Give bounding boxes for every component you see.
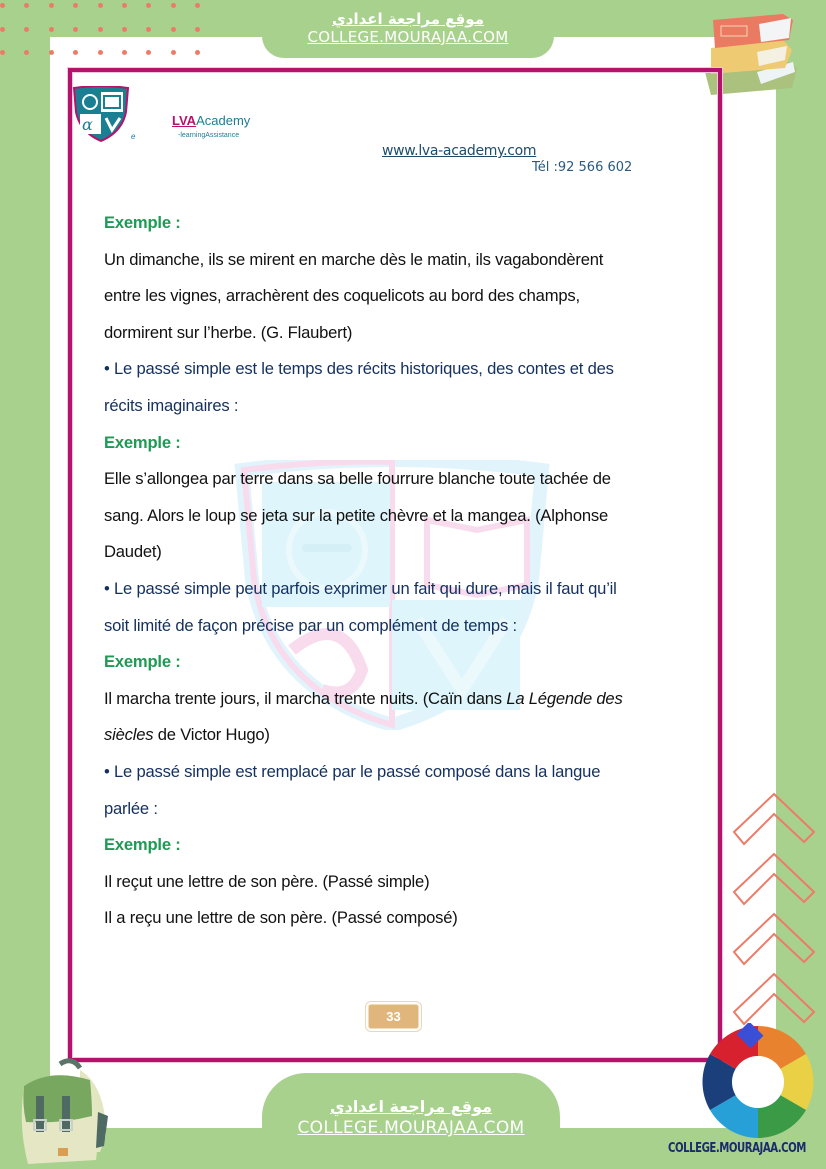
decorative-dot — [98, 3, 103, 8]
example-text: Elle s’allongea par terre dans sa belle fourrure blanche toute tachée de — [104, 469, 611, 489]
rule-text: • Le passé simple peut parfois exprimer un fait qui dure, mais il faut qu’il — [104, 578, 617, 598]
rule-text: soit limité de façon précise par un complément de temps : — [104, 615, 517, 635]
decorative-dot — [0, 50, 5, 55]
decorative-dot — [49, 3, 54, 8]
example-text: Un dimanche, ils se mirent en marche dès le matin, ils vagabondèrent — [104, 249, 604, 269]
decorative-dot — [171, 27, 176, 32]
example-text — [104, 717, 684, 754]
lva-academy-shield-logo — [72, 86, 130, 142]
decorative-dot — [73, 50, 78, 55]
brand-name-bold: LVA — [172, 113, 197, 128]
wheel-site-label[interactable]: COLLEGE.MOURAJAA.COM — [668, 1141, 806, 1156]
example-text — [104, 681, 684, 718]
example-text: dormirent sur l’herbe. (G. Flaubert) — [104, 322, 353, 342]
decorative-dot — [122, 3, 127, 8]
decorative-dot — [98, 27, 103, 32]
lesson-content — [104, 205, 684, 937]
rule-text: • Le passé simple est remplacé par le passé composé dans la langue — [104, 761, 601, 781]
decorative-dot — [0, 3, 5, 8]
decorative-dot — [73, 3, 78, 8]
footer-tab — [262, 1073, 560, 1169]
example-text: Il a reçu une lettre de son père. (Passé composé) — [104, 908, 458, 928]
example-text-part: de Victor Hugo) — [153, 725, 270, 745]
backpack-icon — [10, 1056, 110, 1166]
footer-site-link[interactable]: COLLEGE.MOURAJAA.COM — [297, 1118, 525, 1138]
decorative-dots — [0, 0, 200, 60]
decorative-dot — [0, 27, 5, 32]
decorative-dot — [146, 3, 151, 8]
decorative-dot — [24, 50, 29, 55]
decorative-dot — [171, 3, 176, 8]
example-text: Il reçut une lettre de son père. (Passé simple) — [104, 871, 430, 891]
decorative-dot — [171, 50, 176, 55]
decorative-dot — [24, 27, 29, 32]
svg-text:α: α — [82, 115, 93, 134]
footer-arabic-title[interactable]: موقع مراجعة اعدادي — [329, 1097, 493, 1116]
decorative-dot — [49, 27, 54, 32]
header-site-link[interactable]: COLLEGE.MOURAJAA.COM — [307, 28, 509, 46]
header-tab — [262, 0, 554, 58]
example-text-part: Il marcha trente jours, il marcha trente nuits. (Caïn dans — [104, 688, 507, 708]
rule-text: récits imaginaires : — [104, 395, 239, 415]
example-heading: Exemple : — [104, 835, 181, 855]
decorative-dot — [49, 50, 54, 55]
phone-number: Tél :92 566 602 — [532, 160, 633, 175]
subjects-wheel-icon — [696, 1023, 820, 1141]
example-text: entre les vignes, arrachèrent des coquelicots au bord des champs, — [104, 286, 580, 306]
decorative-dot — [122, 50, 127, 55]
rule-text: parlée : — [104, 798, 158, 818]
book-title-italic: siècles — [104, 725, 154, 745]
example-heading: Exemple : — [104, 432, 181, 452]
decorative-dot — [73, 27, 78, 32]
brand-name-rest: Academy — [196, 113, 251, 128]
book-title-italic: La Légende des — [506, 688, 623, 708]
rule-text: • Le passé simple est le temps des récits historiques, des contes et des — [104, 359, 614, 379]
brand-name — [172, 113, 250, 128]
page-number-badge: 33 — [368, 1004, 419, 1029]
decorative-dot — [195, 3, 200, 8]
decorative-dot — [195, 27, 200, 32]
example-heading: Exemple : — [104, 652, 181, 672]
example-text: sang. Alors le loup se jeta sur la petite chèvre et la mangea. (Alphonse — [104, 505, 609, 525]
brand-tagline: -learningAssistance — [178, 132, 240, 139]
brand-e-mark: e — [131, 132, 136, 141]
example-text: Daudet) — [104, 542, 162, 562]
decorative-dot — [195, 50, 200, 55]
decorative-dot — [146, 50, 151, 55]
website-link[interactable]: www.lva-academy.com — [382, 143, 537, 159]
example-heading: Exemple : — [104, 213, 181, 232]
decorative-dot — [146, 27, 151, 32]
chevron-up-decoration-icon — [732, 792, 818, 1032]
decorative-dot — [24, 3, 29, 8]
decorative-dot — [98, 50, 103, 55]
header-arabic-title[interactable]: موقع مراجعة اعدادي — [332, 10, 484, 28]
decorative-dot — [122, 27, 127, 32]
